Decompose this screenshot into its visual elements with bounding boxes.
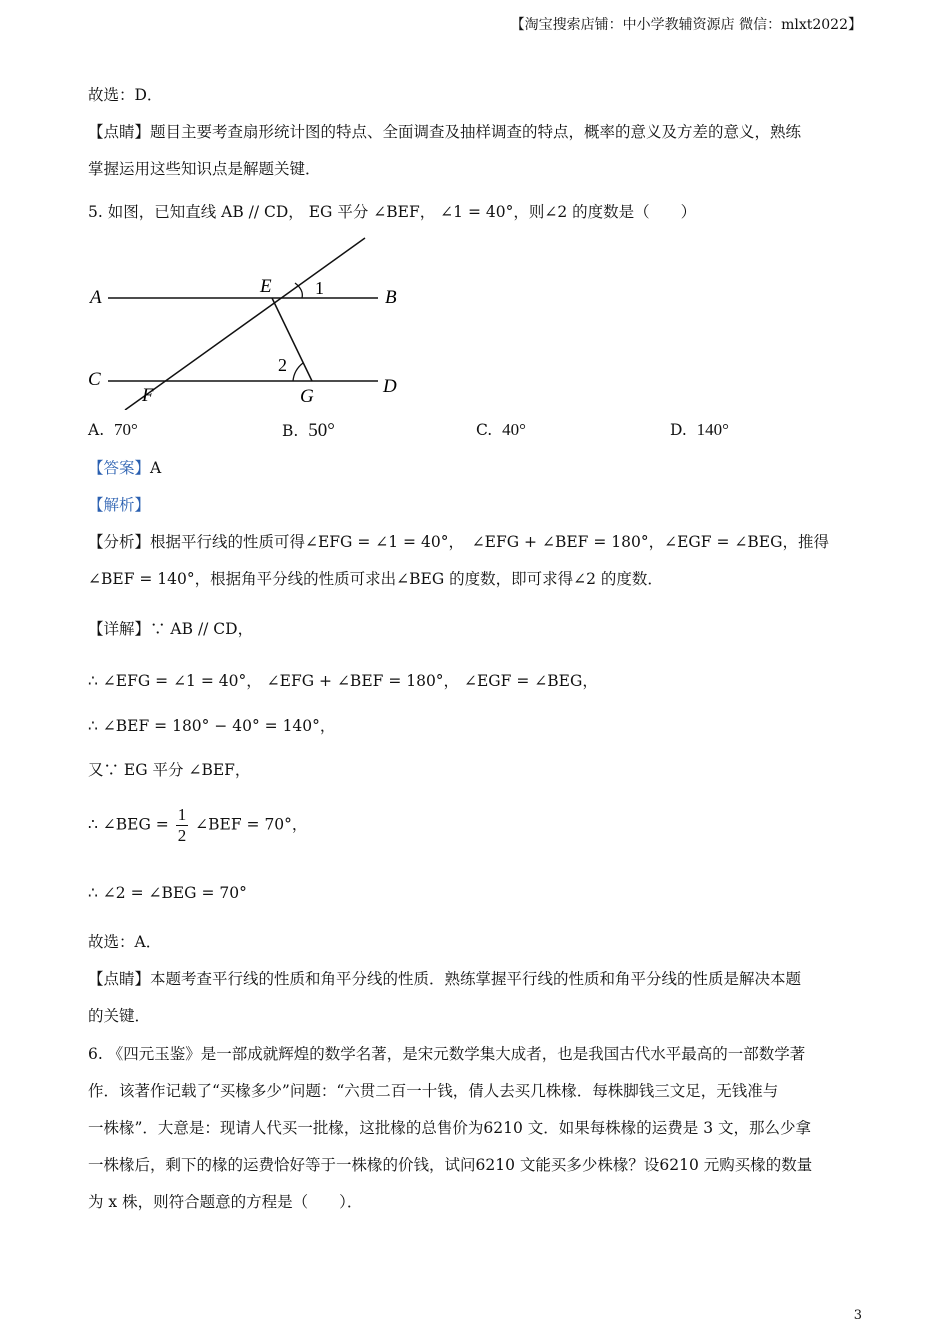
answer-value: A [150, 459, 162, 477]
label-e: E [260, 276, 272, 297]
q6-line-3: 一株椽”．大意是：现请人代买一批椽，这批椽的总售价为6210 文．如果每株椽的运费是 3 文，那么少拿 [88, 1119, 812, 1137]
fraction-one-half [176, 805, 189, 846]
detail-line-3: ∴ ∠BEF = 180° − 40° = 140°， [88, 717, 336, 735]
choose-line: 故选：A． [88, 933, 162, 951]
page-number: 3 [853, 1308, 862, 1323]
detail-line-5 [88, 805, 307, 846]
option-c-key: C. [476, 421, 493, 439]
analysis-line-2: ∠BEF = 140°，根据角平分线的性质可求出∠BEG 的度数，即可求得∠2 的度数． [88, 570, 663, 588]
analysis-tag: 【解析】 [88, 496, 151, 514]
final-step: ∴ ∠2 = ∠BEG = 70° [88, 884, 247, 902]
label-f: F [142, 385, 154, 406]
option-a-value: 70° [113, 420, 138, 439]
option-d-value: 140° [696, 420, 729, 439]
option-b-value: 50° [308, 420, 335, 441]
label-c: C [88, 369, 101, 390]
fraction-denominator: 2 [177, 826, 187, 845]
page-header: 【淘宝搜索店铺：中小学教辅资源店 微信：mlxt2022】 [510, 17, 862, 33]
analysis-line-1: 【分析】根据平行线的性质可得∠EFG = ∠1 = 40°， ∠EFG + ∠BEF = 180°，∠EGF = ∠BEG，推得 [88, 533, 829, 551]
q6-line-2: 作．该著作记载了“买椽多少”问题：“六贯二百一十钱，倩人去买几株椽．每株脚钱三文足，无钱准与 [88, 1082, 779, 1100]
detail-line-2: ∴ ∠EFG = ∠1 = 40°， ∠EFG + ∠BEF = 180°， ∠EGF = ∠BEG， [88, 672, 598, 690]
option-c [476, 420, 526, 440]
label-1: 1 [315, 278, 324, 298]
option-c-value: 40° [502, 420, 526, 439]
q6-line-4: 一株椽后，剩下的椽的运费恰好等于一株椽的价钱，试问6210 文能买多少株椽？设6210 元购买椽的数量 [88, 1156, 813, 1174]
answer-line [88, 456, 161, 478]
q5-geometry-figure [80, 230, 420, 410]
label-b: B [385, 287, 397, 308]
label-g: G [300, 386, 314, 407]
option-b-key: B. [282, 422, 299, 440]
option-a [88, 420, 138, 440]
q6-line-1: 6. 《四元玉鉴》是一部成就辉煌的数学名著，是宋元数学集大成者，也是我国古代水平最高的一部数学著 [88, 1045, 806, 1063]
option-d [670, 420, 729, 440]
label-d: D [383, 376, 397, 397]
fraction-numerator: 1 [177, 805, 187, 824]
prev-comment-line-2: 掌握运用这些知识点是解题关键． [88, 160, 321, 178]
option-a-key: A. [88, 421, 105, 439]
q5-comment-line-1: 【点睛】本题考查平行线的性质和角平分线的性质．熟练掌握平行线的性质和角平分线的性质是解决本题 [88, 970, 802, 988]
option-b [282, 420, 335, 442]
detail-line-4: 又∵ EG 平分 ∠BEF， [88, 761, 251, 779]
q5-comment-line-2: 的关键． [88, 1007, 151, 1025]
step-suffix: ∠BEF = 70°， [195, 815, 308, 834]
angle-2-arc [293, 363, 303, 381]
label-2: 2 [278, 355, 287, 375]
answer-tag: 【答案】 [88, 459, 151, 477]
q5-stem: 5. 如图，已知直线 AB // CD， EG 平分 ∠BEF， ∠1 = 40°，则∠2 的度数是（ ） [88, 203, 697, 221]
line-ef-transversal [125, 238, 365, 410]
detail-line-1: 【详解】∵ AB // CD， [88, 620, 254, 638]
step-prefix: ∴ ∠BEG = [88, 815, 169, 834]
label-a: A [90, 287, 102, 308]
option-d-key: D. [670, 421, 687, 439]
q6-line-5: 为 x 株，则符合题意的方程是（ ）． [88, 1193, 363, 1211]
prev-comment-line-1: 【点睛】题目主要考查扇形统计图的特点、全面调查及抽样调查的特点，概率的意义及方差的意义，熟练 [88, 123, 802, 141]
prev-answer-line: 故选：D． [88, 86, 163, 104]
